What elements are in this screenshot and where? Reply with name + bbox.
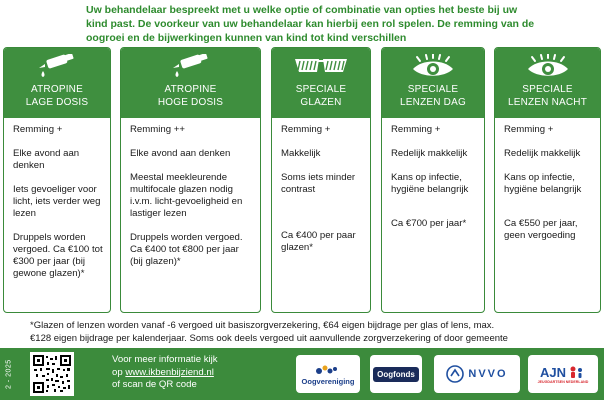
card-item: Remming + [281,124,331,135]
intro-line-1: Uw behandelaar bespreekt met u welke optie of combinatie van opties het beste bij uw [86,4,518,16]
eye-drops-icon [4,54,110,78]
card-item: Kans op infectie, hygiëne belangrijk [391,172,469,195]
card-item: Ca €400 per paar glazen* [281,230,356,253]
more-info-line-3: of scan de QR code [112,379,197,390]
card-item: Ca €550 per jaar, geen vergoeding [504,218,578,241]
intro-text [86,3,556,45]
intro-line-2: kind past. De voorkeur van uw behandelaar kan hierbij een rol spelen. De remming van de [86,18,535,30]
card-item: Redelijk makkelijk [391,148,468,159]
card-body [272,118,370,254]
card-atropine-high [120,47,261,313]
card-title-2: LENZEN DAG [400,97,466,108]
card-item: Soms iets minder contrast [281,172,356,195]
card-item: Kans op infectie, hygiëne belangrijk [504,172,582,195]
card-special-glasses [271,47,371,313]
card-item: Meestal meekleurende multifocale glazen nodig i.v.m. licht-gevoeligheid en lastiger lezen [130,172,243,219]
card-item: Makkelijk [281,148,321,159]
more-info-prefix: op [112,366,126,378]
card-atropine-low [3,47,111,313]
card-title-2: HOGE DOSIS [157,97,224,108]
card-item: Elke avond aan denken [130,148,231,159]
card-item: Redelijk makkelijk [504,148,581,159]
oogfonds-name: Oogfonds [373,367,419,382]
card-title-2: LAGE DOSIS [25,97,89,108]
oogvereniging-dots-icon [302,363,355,377]
website-link[interactable]: www.ikbenbijziend.nl [125,366,214,378]
card-item: Druppels worden vergoed. Ca €100 tot €300 per jaar (bij gewone glazen)* [13,232,103,279]
eye-icon [382,54,484,78]
card-item: Remming ++ [130,124,185,135]
card-item: Iets gevoeliger voor licht, iets verder weg lezen [13,184,101,219]
card-body [121,118,260,268]
card-header [121,48,260,118]
card-item: Remming + [13,124,63,135]
card-special-lenses-day [381,47,485,313]
eye-drops-icon [121,54,260,78]
card-item: Remming + [391,124,441,135]
nvvo-emblem-icon [446,365,464,383]
card-title-1: SPECIALE [295,84,347,95]
nvvo-name: NVVO [468,368,508,380]
card-body [382,118,484,230]
qr-code[interactable] [30,352,74,396]
card-header [4,48,110,118]
footnote-line-1: *Glazen of lenzen worden vanaf -6 vergoed uit basiszorgverzekering, €64 eigen bijdrage per glas of lens, max. [30,320,495,331]
card-title-1: SPECIALE [522,84,573,95]
ajn-subtitle: JEUGDARTSEN NEDERLAND [537,379,589,384]
more-info-line-2 [112,367,218,380]
glasses-icon [272,54,370,78]
more-info-line-1: Voor meer informatie kijk [112,354,218,365]
oogvereniging-logo [296,355,360,393]
ajn-people-icon [568,365,586,379]
card-item: Elke avond aan denken [13,148,80,171]
footnote [30,319,590,345]
card-body [495,118,600,242]
card-title-1: ATROPINE [31,84,83,95]
card-title-2: GLAZEN [300,97,342,108]
ajn-logo [528,355,598,393]
card-special-lenses-night [494,47,601,313]
eye-icon [495,54,600,78]
card-body [4,118,110,280]
footnote-line-2: €128 eigen bijdrage per kalenderjaar. Soms ook deels vergoed uit aanvullende zorgverzekering of door gemeente [30,333,508,344]
card-title-1: SPECIALE [407,84,459,95]
card-header [495,48,600,118]
oogvereniging-name: Oogvereniging [301,376,355,386]
card-title-1: ATROPINE [164,84,217,95]
footer-bar [0,348,604,400]
edition-label: 2 - 2025 [5,359,13,389]
card-item: Remming + [504,124,554,135]
intro-line-3: oogroei en de bijwerkingen kunnen van kind tot kind verschillen [86,32,407,44]
more-info-text [112,354,218,392]
card-header [272,48,370,118]
card-item: Druppels worden vergoed. Ca €400 tot €800 per jaar (bij glazen)* [130,232,243,267]
ajn-name: AJN [539,364,566,380]
oogfonds-logo [370,355,422,393]
nvvo-logo [434,355,520,393]
card-header [382,48,484,118]
card-title-2: LENZEN NACHT [507,97,588,108]
card-item: Ca €700 per jaar* [391,218,467,229]
